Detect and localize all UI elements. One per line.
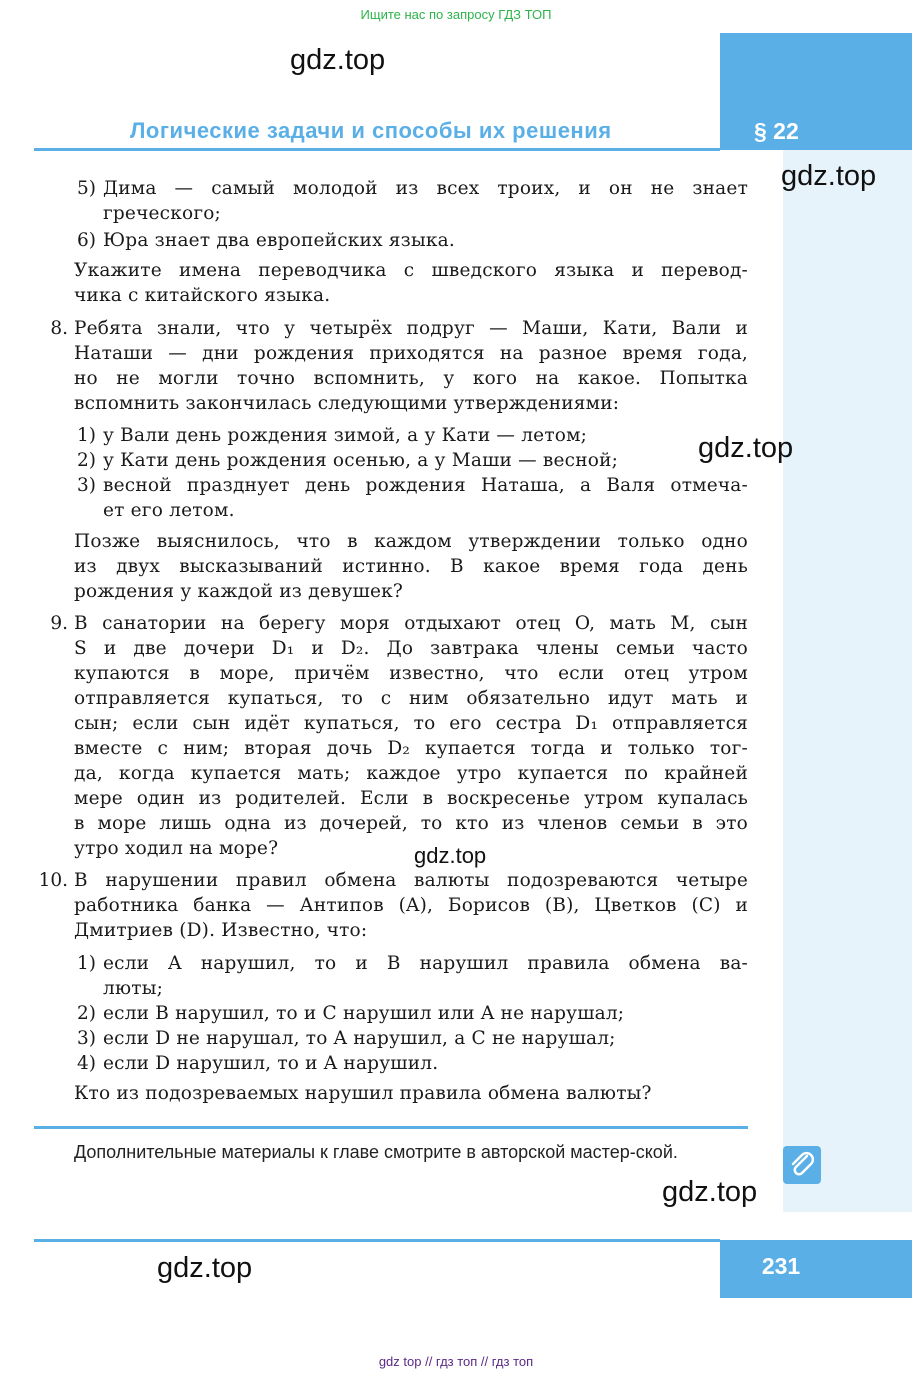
header-rule	[34, 148, 720, 151]
item-number: 3)	[77, 475, 96, 496]
item-number: 10.	[38, 870, 68, 891]
watermark: gdz.top	[698, 432, 794, 464]
text-line: вместе с ним; вторая дочь D₂ купается тогда и только тог-	[74, 738, 748, 759]
text-line: мере один из родителей. Если в воскресенье утром купалась	[74, 788, 748, 809]
text-line: Кто из подозреваемых нарушил правила обмена валюты?	[74, 1083, 652, 1104]
top-banner[interactable]: Ищите нас по запросу ГДЗ ТОП	[360, 7, 552, 22]
margin-strip	[783, 150, 912, 1212]
text-line: отправляется купаться, то с ним обязательно идут мать и	[74, 688, 748, 709]
text-line: если D нарушил, то и A нарушил.	[103, 1053, 439, 1074]
section-number: § 22	[754, 118, 799, 144]
item-number: 6)	[77, 230, 96, 251]
text-line: рождения у каждой из девушек?	[74, 581, 404, 602]
item-number: 4)	[77, 1053, 96, 1074]
footnote: Дополнительные материалы к главе смотрите в авторской мастер-ской.	[74, 1142, 678, 1162]
text-line: если B нарушил, то и C нарушил или A не нарушал;	[103, 1003, 625, 1024]
item-number: 9.	[50, 613, 68, 634]
item-number: 2)	[77, 450, 96, 471]
item-number: 3)	[77, 1028, 96, 1049]
text-line: весной празднует день рождения Наташа, а Валя отмеча-	[103, 475, 748, 496]
text-line: у Кати день рождения осенью, а у Маши — весной;	[103, 450, 619, 471]
text-line: в море лишь одна из дочерей, то кто из членов семьи в это	[74, 813, 748, 834]
text-line: у Вали день рождения зимой, а у Кати — летом;	[103, 425, 588, 446]
text-line: но не могли точно вспомнить, у кого на какое. Попытка	[74, 368, 748, 389]
item-number: 1)	[77, 953, 96, 974]
watermark: gdz.top	[414, 843, 487, 868]
text-line: утро ходил на море?	[74, 838, 279, 859]
text-line: Позже выяснилось, что в каждом утверждении только одно	[74, 531, 748, 552]
item-number: 1)	[77, 425, 96, 446]
text-line: если D не нарушал, то A нарушил, а C не нарушал;	[103, 1028, 616, 1049]
item-number: 8.	[50, 318, 68, 339]
text-line: Юра знает два европейских языка.	[103, 230, 455, 251]
watermark: gdz.top	[662, 1176, 758, 1208]
divider-rule	[34, 1126, 748, 1129]
text-line: греческого;	[103, 203, 221, 224]
text-line: работника банка — Антипов (A), Борисов (B), Цветков (C) и	[74, 895, 748, 916]
chapter-title: Логические задачи и способы их решения	[130, 118, 612, 143]
text-line: Укажите имена переводчика с шведского языка и перевод-	[74, 260, 748, 281]
text-line: купаются в море, причём известно, что если отец утром	[74, 663, 748, 684]
text-line: В санатории на берегу моря отдыхают отец O, мать M, сын	[74, 613, 748, 634]
text-line: В нарушении правил обмена валюты подозреваются четыре	[74, 870, 748, 891]
text-line: Дмитриев (D). Известно, что:	[74, 920, 368, 941]
text-line: если A нарушил, то и B нарушил правила обмена ва-	[103, 953, 748, 974]
text-line: люты;	[103, 978, 164, 999]
watermark: gdz.top	[290, 44, 386, 76]
watermark: gdz.top	[157, 1252, 253, 1284]
watermark: gdz.top	[781, 160, 877, 192]
text-line: ет его летом.	[103, 500, 235, 521]
text-line: чика с китайского языка.	[74, 285, 331, 306]
text-line: S и две дочери D₁ и D₂. До завтрака члены семьи часто	[74, 638, 748, 659]
bottom-links[interactable]: gdz top // гдз топ // гдз топ	[378, 1354, 534, 1369]
footer-rule	[34, 1239, 720, 1242]
text-line: вспомнить закончилась следующими утверждениями:	[74, 393, 620, 414]
text-line: Дима — самый молодой из всех троих, и он не знает	[103, 178, 748, 199]
page-number: 231	[761, 1253, 801, 1279]
item-number: 5)	[77, 178, 96, 199]
item-number: 2)	[77, 1003, 96, 1024]
header-accent-block	[720, 33, 912, 150]
text-line: сын; если сын идёт купаться, то его сестра D₁ отправляется	[74, 713, 748, 734]
text-line: Ребята знали, что у четырёх подруг — Маши, Кати, Вали и	[74, 318, 748, 339]
text-line: да, когда купается мать; каждое утро купается по крайней	[74, 763, 748, 784]
text-line: Наташи — дни рождения приходятся на разное время года,	[74, 343, 748, 364]
text-line: из двух высказываний истинно. В какое время года день	[74, 556, 748, 577]
paperclip-icon	[783, 1146, 821, 1184]
